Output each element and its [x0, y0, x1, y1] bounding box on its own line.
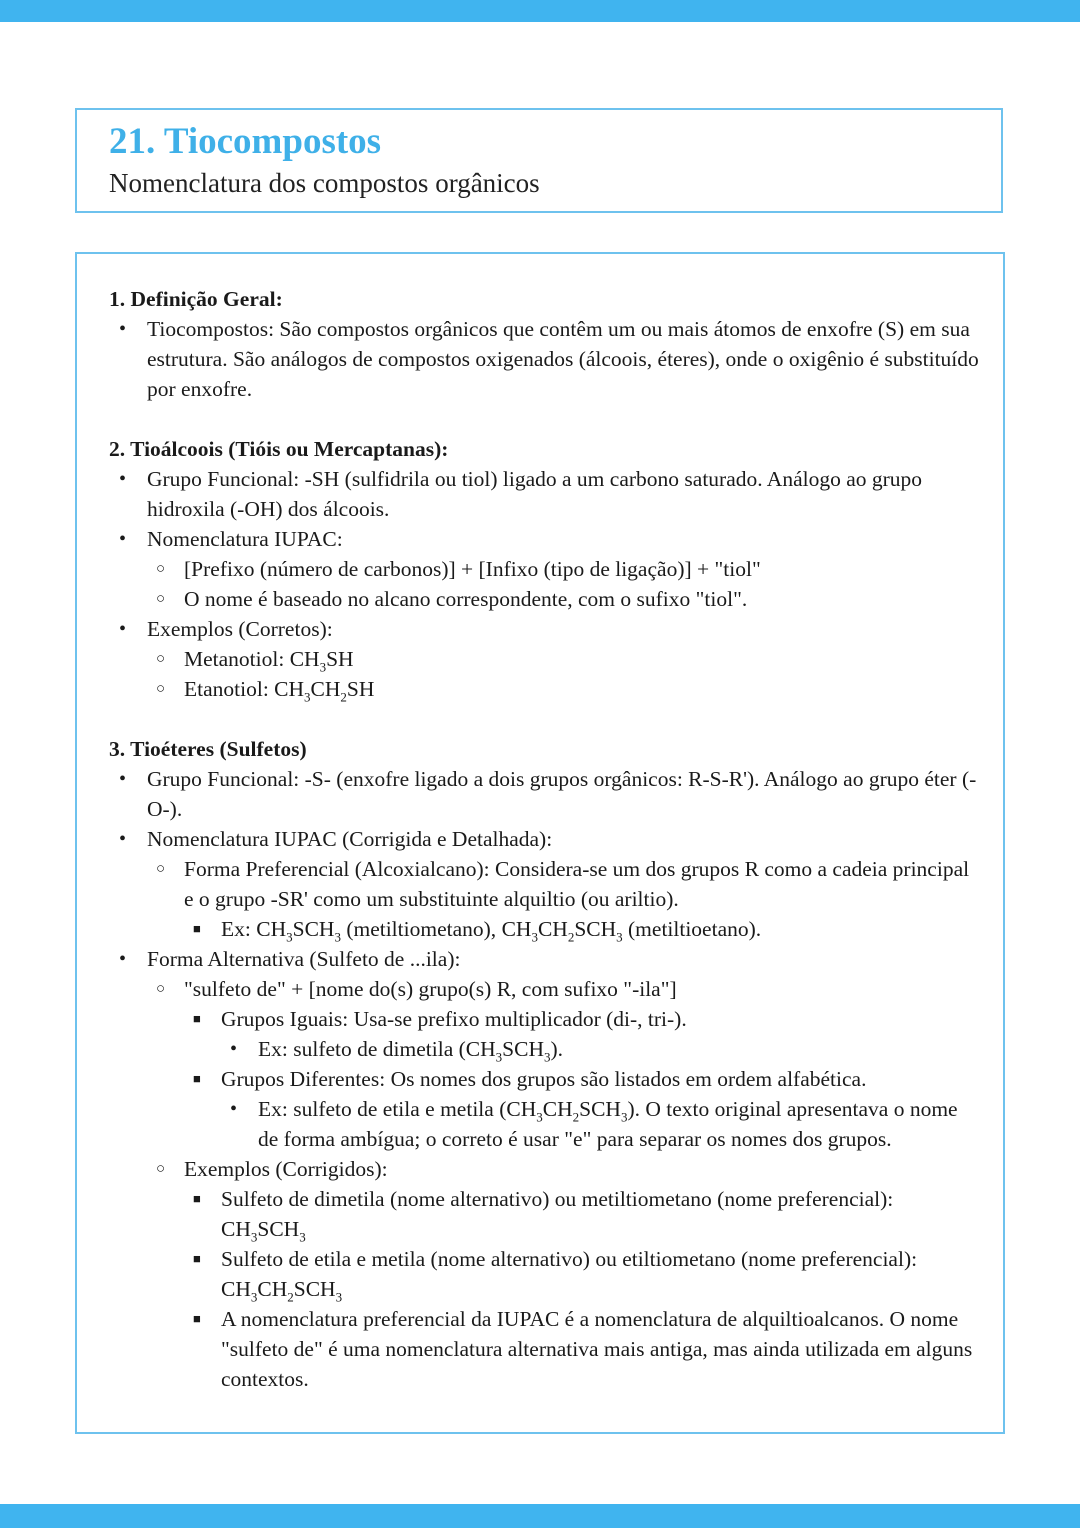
- formula-ch3ch2sch3: $CH_3CH_2SCH_3$: [506, 1097, 628, 1125]
- section-heading: 1. Definição Geral:: [109, 287, 283, 311]
- bullet-square-icon: ■: [193, 1251, 201, 1266]
- list-item: ■ Grupos Diferentes: Os nomes dos grupos são listados em ordem alfabética.: [109, 1064, 979, 1094]
- bullet-circle-icon: ○: [156, 561, 166, 577]
- formula-ch3sch3: $CH_3SCH_3$: [256, 917, 341, 945]
- list-item: • Tiocompostos: São compostos orgânicos que contêm um ou mais átomos de enxofre (S) em sua estrutura. São análogos de compostos oxigenados (álcoois, éteres), onde o oxigênio é substituído por enxofre.: [109, 314, 979, 404]
- formula-ch3sch3: $CH_3SCH_3$: [221, 1217, 306, 1245]
- list-item: • Forma Alternativa (Sulfeto de ...ila):: [109, 944, 979, 974]
- bullet-circle-icon: ○: [156, 681, 166, 697]
- bullet-disc-icon: •: [119, 618, 127, 640]
- top-accent-bar: [0, 0, 1080, 22]
- list-item: ○ "sulfeto de" + [nome do(s) grupo(s) R, com sufixo "-ila"]: [109, 974, 979, 1004]
- bullet-circle-icon: ○: [156, 981, 166, 997]
- bullet-square-icon: ■: [193, 1191, 201, 1206]
- content-card: [75, 252, 1005, 1434]
- bullet-disc-icon: •: [230, 1038, 238, 1060]
- list-item: • Nomenclatura IUPAC:: [109, 524, 979, 554]
- bullet-disc-icon: •: [230, 1098, 238, 1120]
- list-item: ○ Etanotiol: $CH_3CH_2SH$: [109, 674, 979, 704]
- list-item: • Exemplos (Corretos):: [109, 614, 979, 644]
- formula-ch3ch2sch3: $CH_3CH_2SCH_3$: [221, 1277, 343, 1305]
- page-subtitle: Nomenclatura dos compostos orgânicos: [109, 168, 540, 198]
- list-item: ■ Sulfeto de etila e metila (nome alternativo) ou etiltiometano (nome preferencial): $CH_3CH_2SCH_3$: [109, 1244, 979, 1304]
- list-item: • Nomenclatura IUPAC (Corrigida e Detalhada):: [109, 824, 979, 854]
- list-item: ○ Exemplos (Corrigidos):: [109, 1154, 979, 1184]
- list-item: ○ Metanotiol: $CH_3SH$: [109, 644, 979, 674]
- bullet-disc-icon: •: [119, 528, 127, 550]
- page-title: 21. Tiocompostos: [109, 121, 382, 162]
- bullet-circle-icon: ○: [156, 651, 166, 667]
- bullet-square-icon: ■: [193, 1311, 201, 1326]
- formula-ch3ch2sh: $CH_3CH_2SH$: [274, 677, 375, 705]
- list-item: ○ O nome é baseado no alcano correspondente, com o sufixo "tiol".: [109, 584, 979, 614]
- bullet-circle-icon: ○: [156, 591, 166, 607]
- list-item: ■ Sulfeto de dimetila (nome alternativo) ou metiltiometano (nome preferencial): $CH_3SCH_3$: [109, 1184, 979, 1244]
- bullet-disc-icon: •: [119, 468, 127, 490]
- title-card: [75, 108, 1003, 213]
- bullet-circle-icon: ○: [156, 861, 166, 877]
- bullet-square-icon: ■: [193, 1011, 201, 1026]
- list-item: • Grupo Funcional: -S- (enxofre ligado a dois grupos orgânicos: R-S-R'). Análogo ao grupo éter (-O-).: [109, 764, 979, 824]
- content-body: [109, 284, 979, 1394]
- list-item: • Ex: sulfeto de dimetila $(CH_3SCH_3)$.: [109, 1034, 979, 1064]
- list-item: ■ Grupos Iguais: Usa-se prefixo multiplicador (di-, tri-).: [109, 1004, 979, 1034]
- list-item: ■ A nomenclatura preferencial da IUPAC é a nomenclatura de alquiltioalcanos. O nome "sulfeto de" é uma nomenclatura alternativa mais antiga, mas ainda utilizada em alguns contextos.: [109, 1304, 979, 1394]
- list-item: • Ex: sulfeto de etila e metila $(CH_3CH_2SCH_3)$. O texto original apresentava o nome de forma ambígua; o correto é usar "e" para separar os nomes dos grupos.: [109, 1094, 979, 1154]
- bullet-disc-icon: •: [119, 768, 127, 790]
- bottom-accent-bar: [0, 1504, 1080, 1528]
- list-item: ■ Ex: $CH_3SCH_3$ (metiltiometano), $CH_3CH_2SCH_3$ (metiltioetano).: [109, 914, 979, 944]
- list-item: ○ Forma Preferencial (Alcoxialcano): Considera-se um dos grupos R como a cadeia principal e o grupo -SR' como um substituinte alquiltio (ou ariltio).: [109, 854, 979, 914]
- section-heading: 3. Tioéteres (Sulfetos): [109, 737, 307, 761]
- list-item: ○ [Prefixo (número de carbonos)] + [Infixo (tipo de ligação)] + "tiol": [109, 554, 979, 584]
- bullet-square-icon: ■: [193, 921, 201, 936]
- bullet-disc-icon: •: [119, 948, 127, 970]
- section-heading: 2. Tioálcoois (Tióis ou Mercaptanas):: [109, 437, 449, 461]
- bullet-disc-icon: •: [119, 828, 127, 850]
- formula-ch3sch3: $CH_3SCH_3$: [465, 1037, 551, 1065]
- bullet-circle-icon: ○: [156, 1161, 166, 1177]
- formula-ch3sh: $CH_3SH$: [289, 647, 354, 675]
- list-item: • Grupo Funcional: -SH (sulfidrila ou tiol) ligado a um carbono saturado. Análogo ao grupo hidroxila (-OH) dos álcoois.: [109, 464, 979, 524]
- bullet-disc-icon: •: [119, 318, 127, 340]
- bullet-square-icon: ■: [193, 1071, 201, 1086]
- formula-ch3ch2sch3: $CH_3CH_2SCH_3$: [501, 917, 623, 945]
